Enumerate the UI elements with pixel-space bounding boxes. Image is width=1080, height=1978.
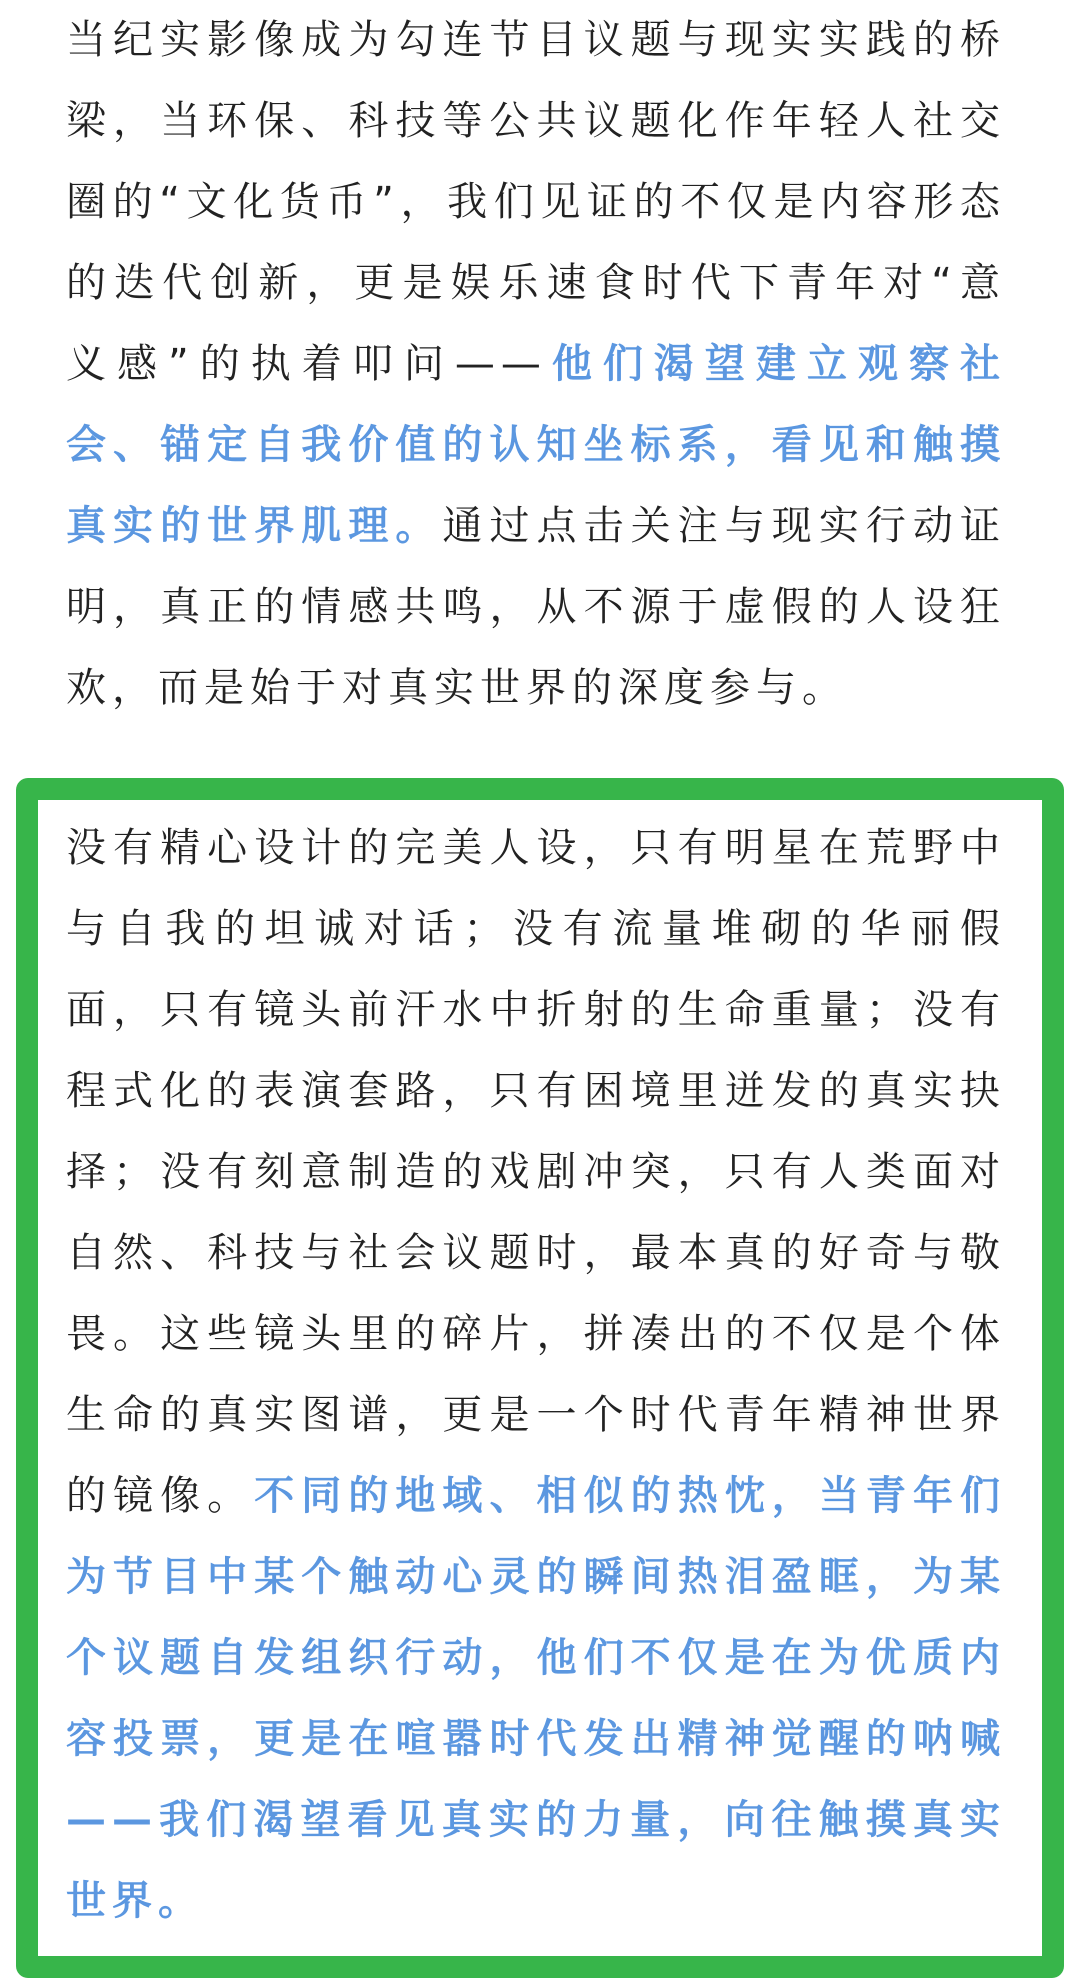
intro-text-continued: 通过点击关注与现实行动证明，真正的情感共鸣，从不源于虚假的人设狂欢，而是始于对真实世界的深度参与。 — [66, 503, 1007, 711]
intro-text: 当纪实影像成为勾连节目议题与现实实践的桥梁，当环保、科技等公共议题化作年轻人社交圈的“文化货币”，我们见证的不仅是内容形态的迭代创新，更是娱乐速食时代下青年对“意义感”的执着叩问—— — [66, 17, 1006, 387]
boxed-paragraph — [66, 808, 1006, 1942]
intro-paragraph — [66, 0, 1006, 729]
boxed-text: 没有精心设计的完美人设，只有明星在荒野中与自我的坦诚对话；没有流量堆砌的华丽假面，只有镜头前汗水中折射的生命重量；没有程式化的表演套路，只有困境里迸发的真实抉择；没有刻意制造的戏剧冲突，只有人类面对自然、科技与社会议题时，最本真的好奇与敬畏。这些镜头里的碎片，拼凑出的不仅是个体生命的真实图谱，更是一个时代青年精神世界的镜像。 — [66, 825, 1006, 1519]
intro-highlight-text: 他们渴望建立观察社会、锚定自我价值的认知坐标系，看见和触摸真实的世界肌理。 — [66, 341, 1006, 549]
boxed-highlight-text: 不同的地域、相似的热忱，当青年们为节目中某个触动心灵的瞬间热泪盈眶，为某个议题自发组织行动，他们不仅是在为优质内容投票，更是在喧嚣时代发出精神觉醒的呐喊——我们渴望看见真实的力量，向往触摸真实世界。 — [66, 1473, 1007, 1924]
